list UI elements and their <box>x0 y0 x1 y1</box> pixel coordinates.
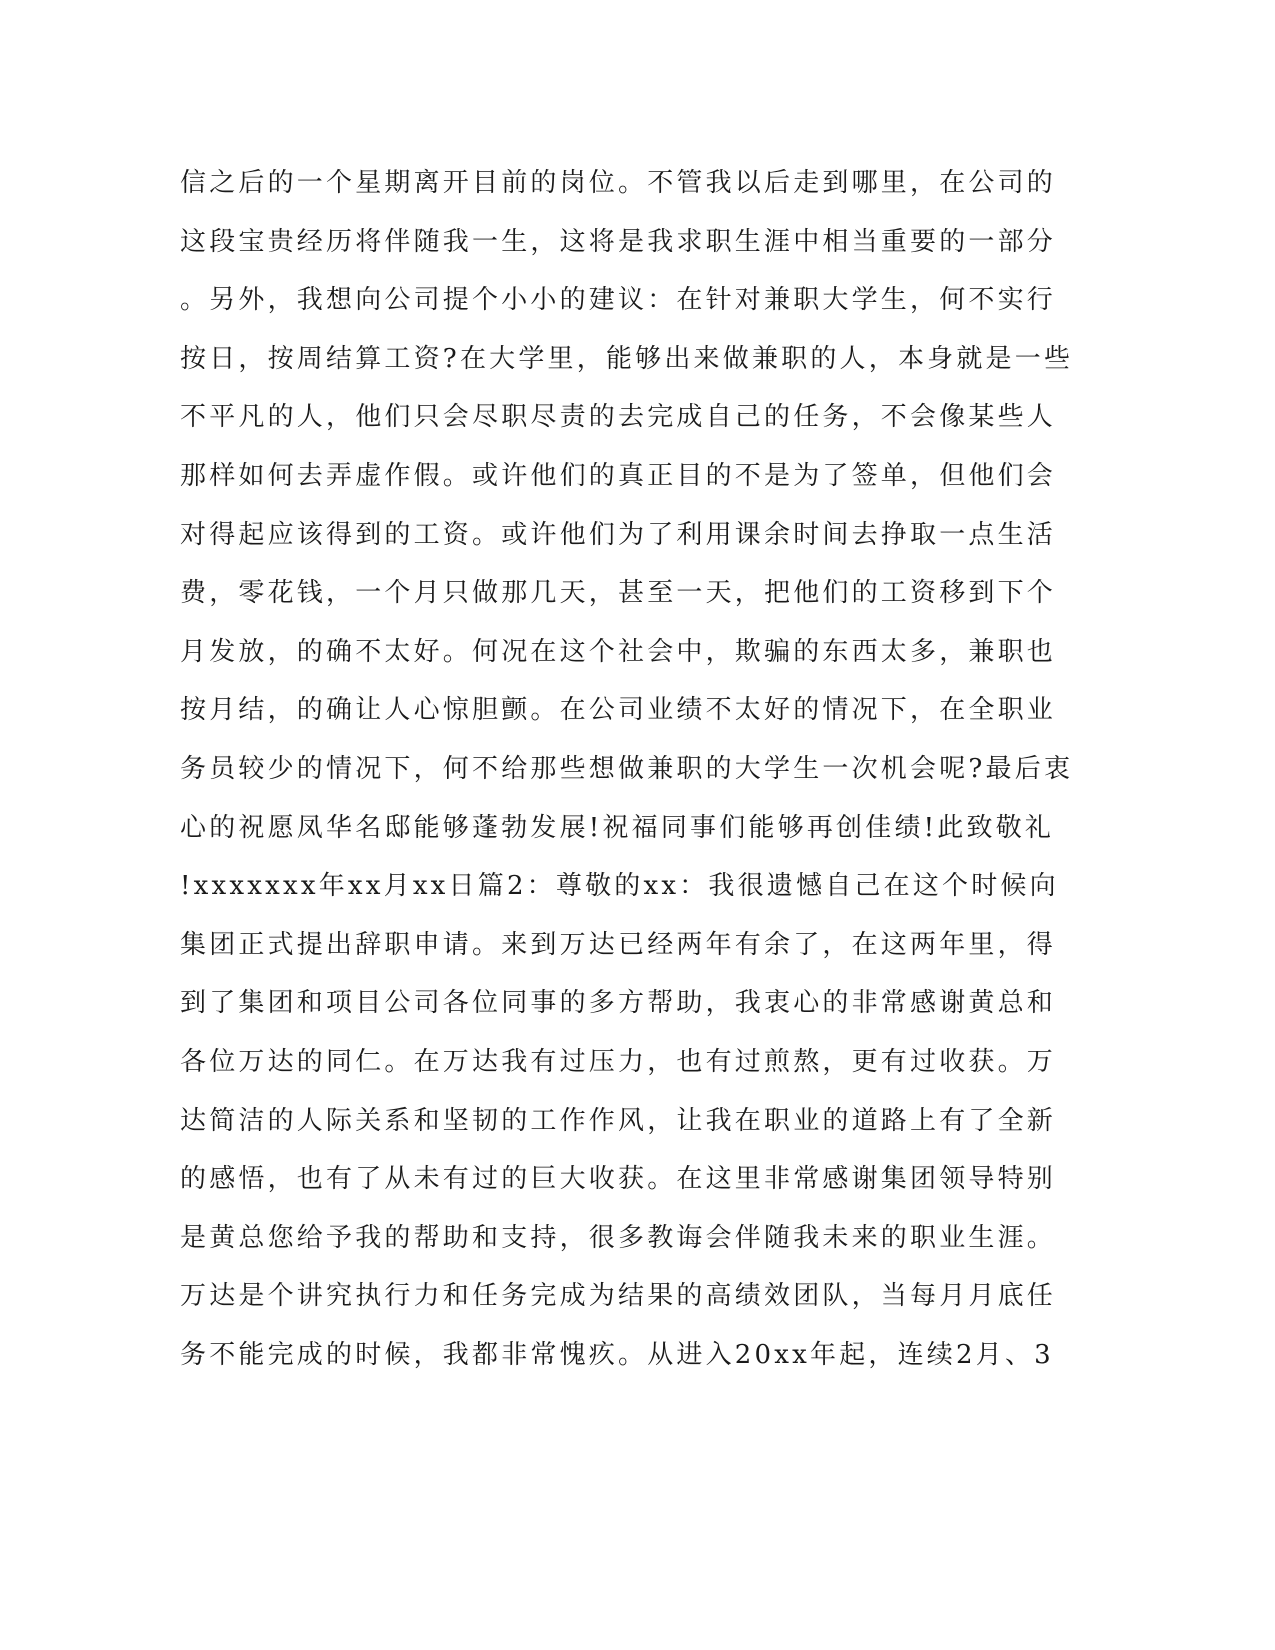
text-line: 。另外，我想向公司提个小小的建议：在针对兼职大学生，何不实行 <box>180 285 1057 316</box>
text-line: 务员较少的情况下，何不给那些想做兼职的大学生一次机会呢?最后衷 <box>180 753 1074 784</box>
text-line: 不平凡的人，他们只会尽职尽责的去完成自己的任务，不会像某些人 <box>180 402 1057 433</box>
text-line: 按月结，的确让人心惊胆颤。在公司业绩不太好的情况下，在全职业 <box>180 695 1057 726</box>
text-line: !xxxxxxx年xx月xx日篇2：尊敬的xx：我很遗憾自己在这个时候向 <box>180 871 1059 902</box>
body-text <box>180 160 1074 1390</box>
text-line: 达简洁的人际关系和坚韧的工作作风，让我在职业的道路上有了全新 <box>180 1105 1057 1136</box>
text-line: 月发放，的确不太好。何况在这个社会中，欺骗的东西太多，兼职也 <box>180 636 1057 667</box>
text-line: 集团正式提出辞职申请。来到万达已经两年有余了，在这两年里，得 <box>180 929 1057 960</box>
text-line: 信之后的一个星期离开目前的岗位。不管我以后走到哪里，在公司的 <box>180 168 1057 198</box>
text-line: 到了集团和项目公司各位同事的多方帮助，我衷心的非常感谢黄总和 <box>180 988 1057 1019</box>
text-line: 的感悟，也有了从未有过的巨大收获。在这里非常感谢集团领导特别 <box>180 1164 1057 1195</box>
text-line: 这段宝贵经历将伴随我一生，这将是我求职生涯中相当重要的一部分 <box>180 226 1057 257</box>
text-line: 对得起应该得到的工资。或许他们为了利用课余时间去挣取一点生活 <box>180 519 1057 550</box>
text-line: 心的祝愿凤华名邸能够蓬勃发展!祝福同事们能够再创佳绩!此致敬礼 <box>180 812 1055 843</box>
text-line: 万达是个讲究执行力和任务完成为结果的高绩效团队，当每月月底任 <box>180 1281 1057 1312</box>
text-line: 务不能完成的时候，我都非常愧疚。从进入20xx年起，连续2月、3 <box>180 1339 1054 1370</box>
text-line: 按日，按周结算工资?在大学里，能够出来做兼职的人，本身就是一些 <box>180 343 1074 374</box>
text-line: 各位万达的同仁。在万达我有过压力，也有过煎熬，更有过收获。万 <box>180 1046 1057 1077</box>
text-line: 是黄总您给予我的帮助和支持，很多教诲会伴随我未来的职业生涯。 <box>180 1222 1057 1253</box>
text-line: 那样如何去弄虚作假。或许他们的真正目的不是为了签单，但他们会 <box>180 460 1057 491</box>
text-line: 费，零花钱，一个月只做那几天，甚至一天，把他们的工资移到下个 <box>180 578 1057 609</box>
